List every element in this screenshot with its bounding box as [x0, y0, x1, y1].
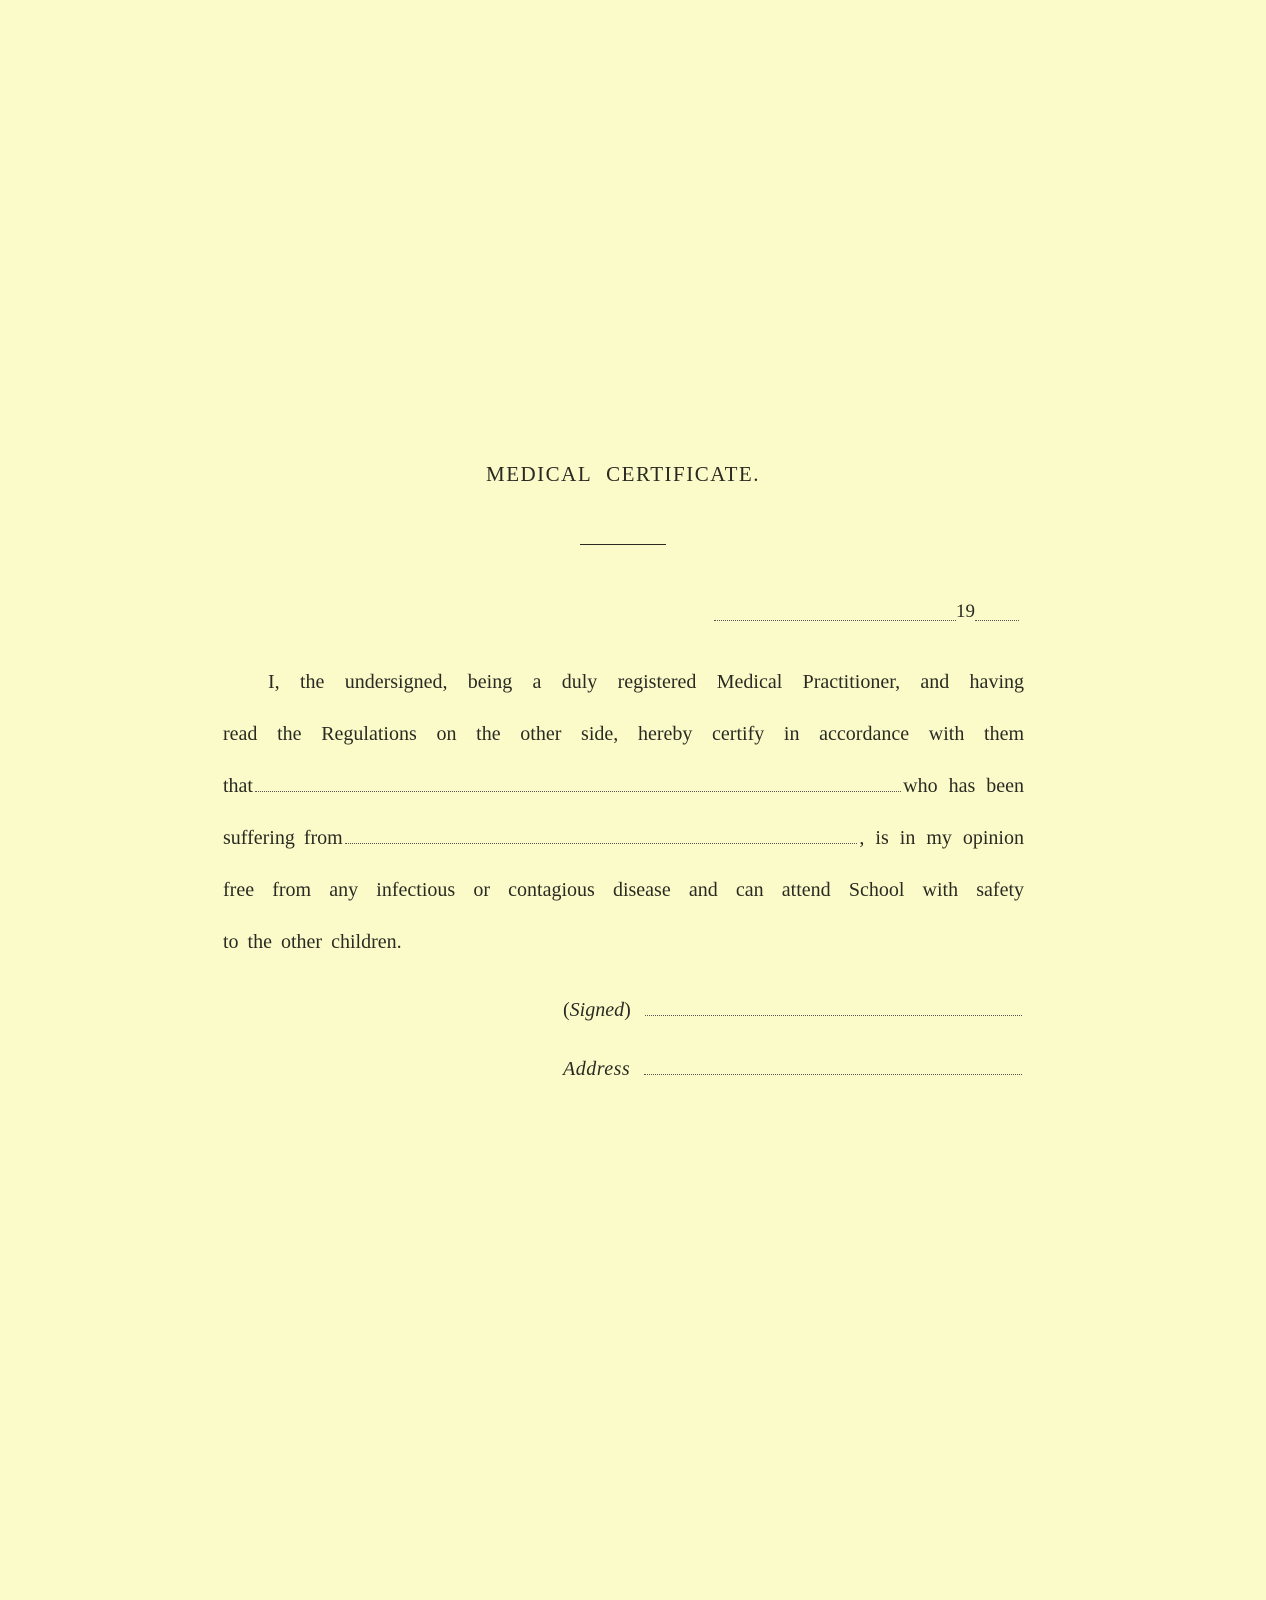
- title-divider: [580, 544, 666, 545]
- signed-label: (Signed): [563, 999, 631, 1021]
- certificate-title: MEDICAL CERTIFICATE.: [486, 462, 760, 486]
- body-line-6: [223, 926, 1024, 954]
- suffering-prefix: suffering from: [223, 827, 343, 849]
- signature-row: [563, 994, 1024, 1022]
- that-prefix: that: [223, 775, 253, 797]
- body-text-6: to the other children.: [223, 931, 402, 953]
- that-line: [223, 770, 1024, 798]
- suffering-line: [223, 822, 1024, 850]
- address-label: Address: [563, 1058, 631, 1080]
- body-line-5: [223, 874, 1024, 902]
- body-line-1: [223, 666, 1024, 694]
- body-text-5: free from any infectious or contagious disease and can attend School with safety: [223, 879, 1024, 901]
- year-blank[interactable]: [975, 620, 1019, 621]
- address-row: [563, 1053, 1024, 1081]
- that-suffix: who has been: [903, 775, 1024, 797]
- body-line-2: [223, 718, 1024, 746]
- patient-name-blank[interactable]: [255, 791, 901, 792]
- date-century: 19: [956, 601, 975, 622]
- body-text-2: read the Regulations on the other side, hereby certify in accordance with them: [223, 723, 1024, 745]
- date-line: [714, 601, 1024, 627]
- address-blank[interactable]: [644, 1074, 1022, 1075]
- body-text-1: I, the undersigned, being a duly registered Medical Practitioner, and having: [268, 671, 1024, 693]
- date-blank[interactable]: [714, 620, 956, 621]
- suffering-suffix: , is in my opinion: [859, 827, 1024, 849]
- signature-blank[interactable]: [645, 1015, 1022, 1016]
- illness-blank[interactable]: [345, 843, 858, 844]
